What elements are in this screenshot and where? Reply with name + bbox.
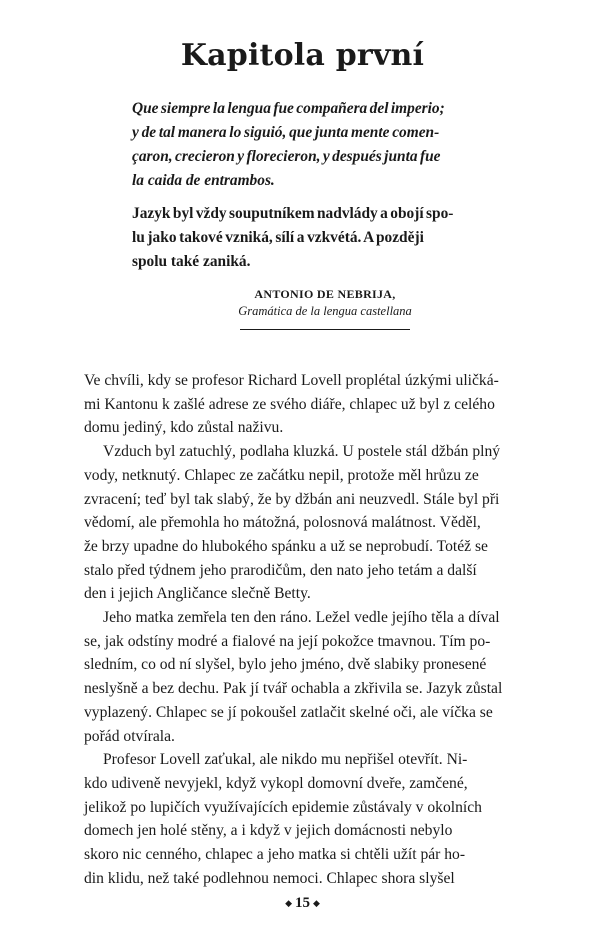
body-line: že brzy upadne do hlubokého spánku a už se neprobudí. Totéž se	[84, 537, 488, 555]
body-line: vědomí, ale přemohla ho mátožná, polosnová malátnost. Věděl,	[84, 514, 481, 532]
body-line: skoro nic cenného, chlapec a jeho matka si chtěli užít pár ho-	[84, 846, 466, 864]
chapter-body	[84, 369, 554, 890]
epigraph-line: y de tal manera lo siguió, que junta mente comen-	[132, 124, 440, 141]
body-line: jelikož po lupičích využívajících epidemie zůstávaly v okolních	[84, 798, 482, 816]
epigraph-line: la caida de entrambos.	[132, 172, 275, 189]
ornament-right: ◆	[313, 898, 320, 909]
body-line: zvracení; teď byl tak slabý, že by džbán ani neuzvedl. Stále byl při	[84, 490, 500, 508]
body-line: se, jak odstíny modré a fialové na její pokožce tmavnou. Tím po-	[84, 632, 491, 650]
epigraph-line: Que siempre la lengua fue compañera del imperio;	[132, 100, 445, 117]
body-line: Profesor Lovell zaťukal, ale nikdo mu nepřišel otevřít. Ni-	[103, 751, 468, 769]
body-line: din klidu, než také podlehnou nemoci. Chlapec shora slyšel	[84, 869, 455, 887]
body-line: stalo před týdnem jeho prarodičům, den nato jeho tetám a další	[84, 561, 477, 579]
epigraph-spanish	[132, 97, 532, 193]
epigraph-attribution	[200, 286, 450, 320]
epigraph-line: Jazyk byl vždy souputníkem nadvlády a obojí spo-	[132, 205, 454, 222]
chapter-title: Kapitola první	[180, 38, 425, 73]
attribution-work: Gramática de la lengua castellana	[238, 304, 412, 318]
body-line: kdo udiveně nevyjekl, když vykopl domovní dveře, zamčené,	[84, 774, 468, 792]
body-line: pořád otvírala.	[84, 727, 175, 745]
epigraph-line: çaron, crecieron y florecieron, y después junta fue	[132, 148, 441, 165]
body-line: neslyšně a bez dechu. Pak jí tvář ochabla a zkřivila se. Jazyk zůstal	[84, 680, 503, 698]
body-line: Ve chvíli, kdy se profesor Richard Lovell proplétal úzkými uličká-	[84, 372, 499, 389]
body-line: Vzduch byl zatuchlý, podlaha kluzká. U postele stál džbán plný	[103, 443, 501, 461]
ornament-left: ◆	[285, 898, 292, 909]
page-footer	[0, 895, 605, 912]
epigraph-line: lu jako takové vzniká, sílí a vzkvétá. A později	[132, 229, 424, 246]
epigraph-czech	[132, 202, 532, 274]
attribution-divider	[240, 329, 410, 330]
body-line: sledním, co od ní slyšel, bylo jeho jméno, dvě slabiky pronesené	[84, 656, 487, 674]
body-line: Jeho matka zemřela ten den ráno. Ležel vedle jejího těla a díval	[103, 609, 500, 627]
body-line: vody, netknutý. Chlapec ze začátku nepil, protože měl hrůzu ze	[84, 466, 479, 484]
body-line: mi Kantonu k zašlé adrese ze svého diáře, chlapec už byl z celého	[84, 395, 495, 413]
page-number: 15	[295, 895, 310, 911]
body-line: domu jediný, kdo zůstal naživu.	[84, 419, 284, 437]
body-line: den i jejich Angličance slečně Betty.	[84, 585, 311, 603]
attribution-author: ANTONIO DE NEBRIJA,	[254, 287, 396, 301]
body-line: domech jen holé stěny, a i když v jejich domácnosti nebylo	[84, 822, 453, 840]
body-line: vyplazený. Chlapec se jí pokoušel zatlačit skelné oči, ale víčka se	[84, 703, 493, 721]
epigraph-line: spolu také zaniká.	[132, 253, 251, 270]
